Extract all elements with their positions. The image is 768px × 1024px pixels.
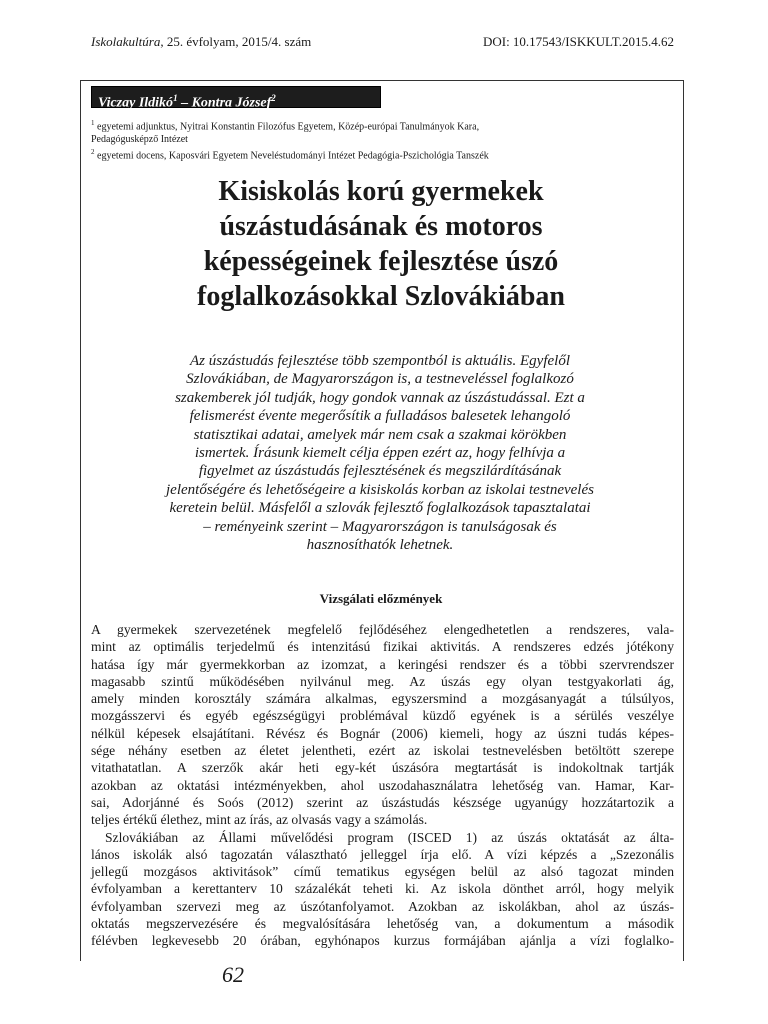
affiliation-number: 2 xyxy=(91,148,95,157)
abstract-line: felismerést évente megerősítik a fulladásos balesetek lehangoló xyxy=(189,408,571,425)
author-1-superscript: 1 xyxy=(173,93,178,103)
author-2: Kontra József xyxy=(191,95,272,111)
affiliation-text: egyetemi adjunktus, Nyitrai Konstantin Filozófus Egyetem, Közép-európai Tanulmányok Kara, xyxy=(97,121,480,133)
title-line: úszástudásának és motoros xyxy=(219,211,543,242)
body-line: vitathatatlan. A szerzők akár heti egy-két úszásóra megtartását is indokoltnak tartják xyxy=(91,760,674,776)
body-line: mint az optimális terjedelmű és intenzitású fizikai aktivitás. A rendszeres edzés jótékony xyxy=(91,639,674,655)
body-line: évfolyamban szervezi meg az úszótanfolyamot. Azokban az iskolákban, ahol az úszás- xyxy=(91,898,674,914)
body-line: teljes értékű élethez, mint az írás, az olvasás vagy a számolás. xyxy=(91,812,428,828)
page-number: 62 xyxy=(222,962,244,987)
author-bar xyxy=(91,86,381,111)
affiliation-number: 1 xyxy=(91,119,95,127)
title-line: Kisiskolás korú gyermekek xyxy=(218,176,544,207)
body-line: sége néhány esetben az életet jelentheti, ezért az iskolai testnevelésben betöltött szerepe xyxy=(91,743,674,759)
journal-name: Iskolakultúra xyxy=(91,34,161,49)
body-text xyxy=(91,621,674,950)
body-line: oktatás megszervezésére és megvalósítására lehetőség van, a dokumentum a második xyxy=(91,916,674,932)
abstract-line: Az úszástudás fejlesztése több szempontból is aktuális. Egyfelől xyxy=(190,353,570,369)
body-line: Szlovákiában az Állami művelődési program (ISCED 1) az úszás oktatását az álta- xyxy=(105,829,674,845)
affiliation xyxy=(91,146,651,162)
affiliation-text: Pedagógusképző Intézet xyxy=(91,134,188,146)
author-1: Viczay Ildikó xyxy=(98,95,174,111)
abstract-line: keretein belül. Másfelől a szlovák fejlesztő foglalkozások tapasztalatai xyxy=(169,500,591,517)
abstract-line: figyelmet az úszástudás fejlesztésének és megszilárdításának xyxy=(198,463,562,480)
abstract xyxy=(110,352,650,554)
body-line: azokban az oktatási intézményekben, ahol uszodahasználatra lehetőség van. Hamar, Kar- xyxy=(91,777,674,793)
journal-issue: , 25. évfolyam, 2015/4. szám xyxy=(160,34,312,49)
affiliation xyxy=(91,117,651,133)
author-2-superscript: 2 xyxy=(271,93,276,103)
affiliation-text: egyetemi docens, Kaposvári Egyetem Neveléstudományi Intézet Pedagógia-Pszichológia Tanszék xyxy=(97,150,489,162)
body-line: magasabb szintű működésében nyilvánul meg. Az úszás egy olyan testgyakorlati ág, xyxy=(91,673,674,689)
body-line: nélkül képesek elsajátítani. Révész és Bognár (2006) kiemeli, hogy az úszni tudás képes- xyxy=(91,725,674,741)
affiliations xyxy=(91,117,651,163)
title-line: foglalkozásokkal Szlovákiában xyxy=(197,281,565,312)
title-line: képességeinek fejlesztése úszó xyxy=(203,246,559,277)
abstract-line: statisztikai adatai, amelyek már nem csak a szakmai körökben xyxy=(193,426,567,443)
body-line: jellegű mozgásos aktivitások” című tematikus egységen belül az alsó tagozat minden xyxy=(91,864,674,880)
author-separator: – xyxy=(177,95,192,111)
affiliation xyxy=(91,133,651,146)
body-line: A gyermekek szervezetének megfelelő fejlődéséhez elengedhetetlen a rendszeres, vala- xyxy=(91,622,674,637)
body-line: évfolyamban a kerettanterv 10 százalékát teheti ki. Az iskola dönthet arról, hogy melyik xyxy=(91,881,674,897)
article-title xyxy=(91,174,671,314)
running-header xyxy=(91,34,674,50)
body-line: félévben legkevesebb 20 órában, egyhónapos kurzus formájában ajánlja a vízi foglalko- xyxy=(91,933,674,949)
body-line: mozgásszervi és egyéb egészségügyi problémával küzdő egyének is a sérülés veszélye xyxy=(91,708,674,724)
doi: DOI: 10.17543/ISKKULT.2015.4.62 xyxy=(482,34,674,49)
body-line: sai, Adorjánné és Soós (2012) szerint az úszástudás készsége ugyanúgy hozzátartozik a xyxy=(91,794,674,810)
body-line: hatása így már gyermekkorban az izomzat, a keringési rendszer és a többi szervrendszer xyxy=(91,656,674,672)
body-line: amely minden korosztály számára alkalmas, egyszersmind a mozgásanyagát a túlsúlyos, xyxy=(91,691,674,707)
abstract-line: ismertek. Írásunk kiemelt célja éppen ezért az, hogy felhívja a xyxy=(194,445,566,462)
abstract-line: – reményeink szerint – Magyarországon is tanulságosak és xyxy=(203,518,557,535)
abstract-line: jelentőségére és lehetőségeire a kisiskolás korban az iskolai testnevelés xyxy=(166,481,594,498)
journal-citation xyxy=(91,34,311,50)
section-heading: Vizsgálati előzmények xyxy=(319,591,443,606)
body-line: lános iskolák alsó tagozatán választható jelleggel írja elő. A vízi képzés a „Szezonális xyxy=(91,846,674,862)
abstract-line: hasznosíthatók lehetnek. xyxy=(306,537,454,554)
abstract-line: szakemberek jól tudják, hogy gondok vannak az úszástudással. Ezt a xyxy=(175,389,585,406)
abstract-line: Szlovákiában, de Magyarországon is, a testneveléssel foglalkozó xyxy=(186,371,574,388)
